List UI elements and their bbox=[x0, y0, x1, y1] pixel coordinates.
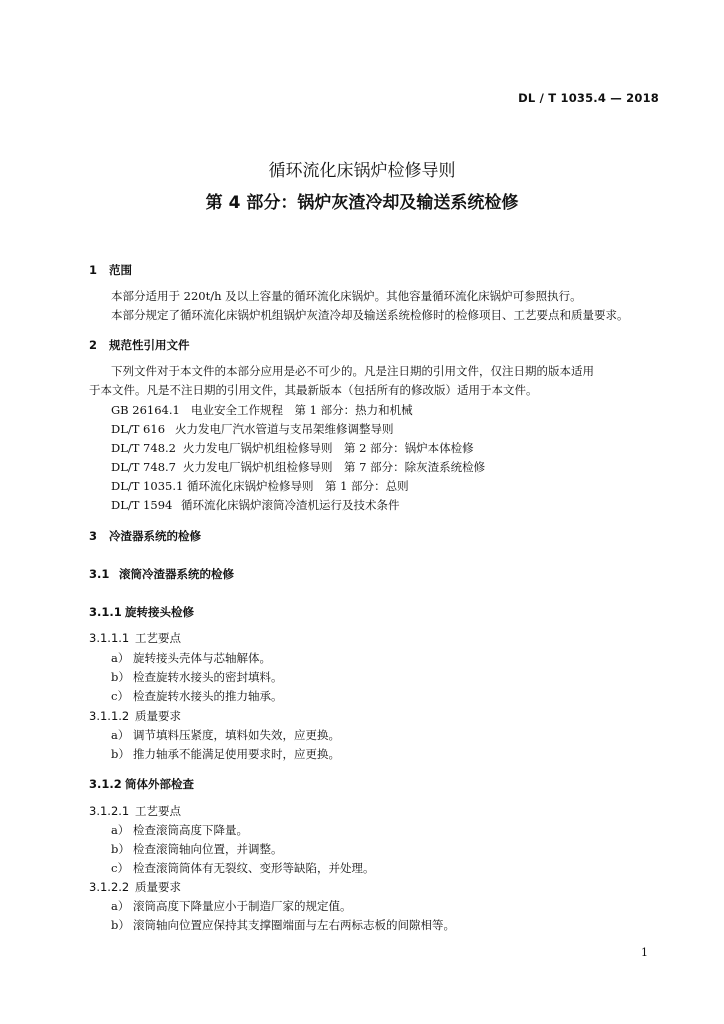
clause-title: 工艺要点 bbox=[135, 804, 181, 818]
section-title: 旋转接头检修 bbox=[125, 605, 194, 619]
document-subtitle: 第 4 部分：锅炉灰渣冷却及输送系统检修 bbox=[205, 193, 519, 213]
reference-item bbox=[111, 441, 474, 455]
clause-number: 3.1.2.1 bbox=[89, 804, 130, 818]
list-item bbox=[111, 823, 248, 837]
reference-item bbox=[111, 403, 413, 417]
list-marker: b） bbox=[111, 842, 130, 856]
list-text: 检查滚筒轴向位置，并调整。 bbox=[133, 842, 283, 856]
list-item bbox=[111, 689, 283, 703]
list-item bbox=[111, 651, 271, 665]
section-number: 2 bbox=[89, 338, 98, 352]
clause-number: 3.1.1.1 bbox=[89, 631, 130, 645]
section-number: 3.1 bbox=[89, 567, 110, 581]
reference-title: 火力发电厂锅炉机组检修导则 第 7 部分：除灰渣系统检修 bbox=[183, 460, 486, 474]
section-number: 3.1.2 bbox=[89, 777, 122, 791]
section-1-heading bbox=[89, 262, 132, 278]
list-item bbox=[111, 861, 375, 875]
reference-code: DL/T 1594 bbox=[111, 498, 173, 512]
list-marker: b） bbox=[111, 670, 130, 684]
section-title: 规范性引用文件 bbox=[109, 338, 190, 352]
paragraph: 本部分规定了循环流化床锅炉机组锅炉灰渣冷却及输送系统检修时的检修项目、工艺要点和质量要求。 bbox=[111, 308, 629, 322]
list-marker: c） bbox=[111, 861, 129, 875]
reference-code: DL/T 616 bbox=[111, 422, 166, 436]
clause-title: 工艺要点 bbox=[135, 631, 181, 645]
section-title: 滚筒冷渣器系统的检修 bbox=[119, 567, 234, 581]
clause-heading bbox=[89, 631, 181, 645]
section-3-heading bbox=[89, 528, 201, 544]
list-text: 推力轴承不能满足使用要求时，应更换。 bbox=[133, 747, 340, 761]
list-item bbox=[111, 670, 283, 684]
reference-title: 循环流化床锅炉滚筒冷渣机运行及技术条件 bbox=[181, 498, 400, 512]
list-marker: b） bbox=[111, 918, 130, 932]
section-title: 范围 bbox=[109, 263, 132, 277]
list-text: 检查滚筒筒体有无裂纹、变形等缺陷，并处理。 bbox=[133, 861, 375, 875]
list-marker: a） bbox=[111, 728, 130, 742]
list-marker: b） bbox=[111, 747, 130, 761]
list-text: 滚筒轴向位置应保持其支撑圈端面与左右两标志板的间隙相等。 bbox=[133, 918, 455, 932]
list-text: 检查旋转水接头的密封填料。 bbox=[133, 670, 283, 684]
section-title: 筒体外部检查 bbox=[125, 777, 194, 791]
reference-code: DL/T 1035.1 bbox=[111, 479, 184, 493]
list-text: 检查旋转水接头的推力轴承。 bbox=[133, 689, 283, 703]
standard-number: DL / T 1035.4 — 2018 bbox=[518, 91, 659, 105]
page-number: 1 bbox=[641, 946, 648, 959]
reference-code: DL/T 748.2 bbox=[111, 441, 176, 455]
list-marker: a） bbox=[111, 899, 130, 913]
reference-title: 火力发电厂汽水管道与支吊架维修调整导则 bbox=[175, 422, 394, 436]
list-item bbox=[111, 842, 283, 856]
list-item bbox=[111, 728, 340, 742]
list-text: 调节填料压紧度，填料如失效，应更换。 bbox=[133, 728, 340, 742]
clause-heading bbox=[89, 804, 181, 818]
reference-item bbox=[111, 498, 400, 512]
clause-number: 3.1.1.2 bbox=[89, 709, 130, 723]
list-item bbox=[111, 918, 455, 932]
list-marker: a） bbox=[111, 651, 130, 665]
reference-item bbox=[111, 479, 409, 493]
paragraph-continued: 于本文件。凡是不注日期的引用文件，其最新版本（包括所有的修改版）适用于本文件。 bbox=[89, 383, 538, 397]
reference-title: 循环流化床锅炉检修导则 第 1 部分：总则 bbox=[187, 479, 409, 493]
list-marker: a） bbox=[111, 823, 130, 837]
section-3-1-2-heading bbox=[89, 776, 194, 792]
reference-code: GB 26164.1 bbox=[111, 403, 180, 417]
section-2-heading bbox=[89, 337, 190, 353]
reference-item bbox=[111, 422, 394, 436]
section-3-1-heading bbox=[89, 566, 234, 582]
clause-title: 质量要求 bbox=[135, 880, 181, 894]
section-title: 冷渣器系统的检修 bbox=[109, 529, 201, 543]
list-item bbox=[111, 899, 352, 913]
list-text: 旋转接头壳体与芯轴解体。 bbox=[133, 651, 271, 665]
section-3-1-1-heading bbox=[89, 604, 194, 620]
paragraph: 本部分适用于 220t/h 及以上容量的循环流化床锅炉。其他容量循环流化床锅炉可参照执行。 bbox=[111, 289, 582, 303]
list-text: 滚筒高度下降量应小于制造厂家的规定值。 bbox=[133, 899, 352, 913]
list-item bbox=[111, 747, 340, 761]
clause-number: 3.1.2.2 bbox=[89, 880, 130, 894]
clause-heading bbox=[89, 880, 181, 894]
section-number: 3.1.1 bbox=[89, 605, 122, 619]
reference-item bbox=[111, 460, 485, 474]
reference-title: 火力发电厂锅炉机组检修导则 第 2 部分：锅炉本体检修 bbox=[183, 441, 474, 455]
reference-title: 电业安全工作规程 第 1 部分：热力和机械 bbox=[191, 403, 413, 417]
list-marker: c） bbox=[111, 689, 129, 703]
document-title: 循环流化床锅炉检修导则 bbox=[268, 161, 456, 181]
section-number: 1 bbox=[89, 263, 98, 277]
reference-code: DL/T 748.7 bbox=[111, 460, 176, 474]
clause-heading bbox=[89, 709, 181, 723]
paragraph: 下列文件对于本文件的本部分应用是必不可少的。凡是注日期的引用文件，仅注日期的版本适用 bbox=[111, 364, 594, 378]
clause-title: 质量要求 bbox=[135, 709, 181, 723]
list-text: 检查滚筒高度下降量。 bbox=[133, 823, 248, 837]
section-number: 3 bbox=[89, 529, 98, 543]
